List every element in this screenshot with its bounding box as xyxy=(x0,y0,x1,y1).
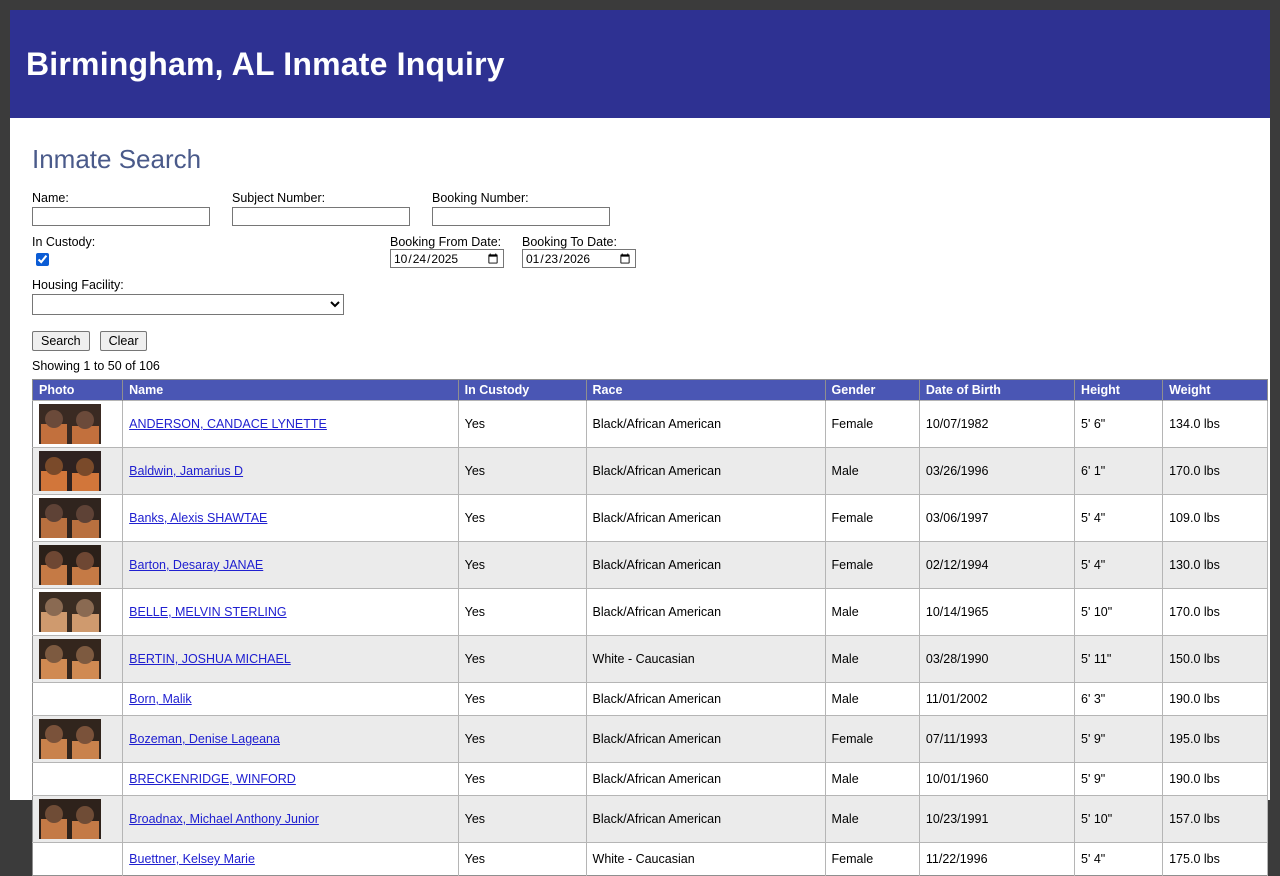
results-header-row xyxy=(33,380,1268,401)
search-row-2 xyxy=(32,235,1256,269)
date-of-birth-cell: 07/11/1993 xyxy=(919,716,1074,763)
inmate-name-cell xyxy=(123,716,458,763)
site-title: Birmingham, AL Inmate Inquiry xyxy=(26,45,505,82)
in-custody-cell: Yes xyxy=(458,843,586,876)
in-custody-cell: Yes xyxy=(458,448,586,495)
inmate-detail-link[interactable]: Baldwin, Jamarius D xyxy=(129,464,244,478)
height-cell: 5' 9" xyxy=(1075,716,1163,763)
race-cell: Black/African American xyxy=(586,542,825,589)
race-cell: Black/African American xyxy=(586,716,825,763)
results-count: Showing 1 to 50 of 106 xyxy=(32,359,160,373)
gender-cell: Female xyxy=(825,495,919,542)
weight-cell: 190.0 lbs xyxy=(1163,683,1268,716)
booking-number-label: Booking Number: xyxy=(432,191,529,205)
inmate-detail-link[interactable]: ANDERSON, CANDACE LYNETTE xyxy=(129,417,327,431)
search-row-1 xyxy=(32,191,1256,226)
height-cell: 5' 9" xyxy=(1075,763,1163,796)
inmate-name-cell xyxy=(123,542,458,589)
table-row xyxy=(33,495,1268,542)
inmate-photo-icon xyxy=(39,592,101,632)
in-custody-group xyxy=(32,235,390,269)
gender-cell: Female xyxy=(825,401,919,448)
weight-cell: 175.0 lbs xyxy=(1163,843,1268,876)
inmate-photo-cell xyxy=(33,636,123,683)
form-buttons xyxy=(32,331,1256,351)
inmate-photo-cell xyxy=(33,589,123,636)
date-of-birth-cell: 10/01/1960 xyxy=(919,763,1074,796)
table-row xyxy=(33,636,1268,683)
race-cell: Black/African American xyxy=(586,448,825,495)
name-input[interactable] xyxy=(32,207,210,226)
gender-cell: Male xyxy=(825,796,919,843)
inmate-photo-cell xyxy=(33,763,123,796)
inmate-detail-link[interactable]: Buettner, Kelsey Marie xyxy=(129,852,255,866)
column-header-photo[interactable]: Photo xyxy=(33,380,123,401)
results-table xyxy=(32,379,1268,876)
weight-cell: 130.0 lbs xyxy=(1163,542,1268,589)
date-of-birth-cell: 11/22/1996 xyxy=(919,843,1074,876)
gender-cell: Male xyxy=(825,636,919,683)
booking-from-label: Booking From Date: xyxy=(390,235,502,249)
booking-from-input[interactable] xyxy=(390,249,504,268)
column-header-race[interactable]: Race xyxy=(586,380,825,401)
date-of-birth-cell: 10/23/1991 xyxy=(919,796,1074,843)
clear-button[interactable]: Clear xyxy=(100,331,148,351)
weight-cell: 157.0 lbs xyxy=(1163,796,1268,843)
search-form xyxy=(32,191,1256,315)
height-cell: 5' 10" xyxy=(1075,589,1163,636)
booking-to-input[interactable] xyxy=(522,249,636,268)
table-row xyxy=(33,542,1268,589)
inmate-detail-link[interactable]: Bozeman, Denise Lageana xyxy=(129,732,280,746)
inmate-detail-link[interactable]: Barton, Desaray JANAE xyxy=(129,558,264,572)
date-of-birth-cell: 03/28/1990 xyxy=(919,636,1074,683)
race-cell: Black/African American xyxy=(586,763,825,796)
race-cell: Black/African American xyxy=(586,589,825,636)
table-row xyxy=(33,843,1268,876)
height-cell: 5' 4" xyxy=(1075,542,1163,589)
subject-number-label: Subject Number: xyxy=(232,191,326,205)
inmate-photo-cell xyxy=(33,796,123,843)
name-label: Name: xyxy=(32,191,69,205)
inmate-name-cell xyxy=(123,589,458,636)
gender-cell: Female xyxy=(825,843,919,876)
inmate-name-cell xyxy=(123,843,458,876)
date-of-birth-cell: 11/01/2002 xyxy=(919,683,1074,716)
table-row xyxy=(33,448,1268,495)
gender-cell: Female xyxy=(825,542,919,589)
gender-cell: Male xyxy=(825,448,919,495)
date-of-birth-cell: 10/07/1982 xyxy=(919,401,1074,448)
housing-facility-select[interactable] xyxy=(32,294,344,315)
date-of-birth-cell: 03/06/1997 xyxy=(919,495,1074,542)
in-custody-label: In Custody: xyxy=(32,235,96,249)
height-cell: 6' 1" xyxy=(1075,448,1163,495)
in-custody-cell: Yes xyxy=(458,495,586,542)
column-header-weight[interactable]: Weight xyxy=(1163,380,1268,401)
in-custody-cell: Yes xyxy=(458,683,586,716)
inmate-photo-cell xyxy=(33,495,123,542)
subject-number-input[interactable] xyxy=(232,207,410,226)
results-table-head xyxy=(33,380,1268,401)
site-banner xyxy=(10,10,1270,118)
race-cell: Black/African American xyxy=(586,495,825,542)
inmate-photo-icon xyxy=(39,545,101,585)
inmate-photo-cell xyxy=(33,542,123,589)
gender-cell: Male xyxy=(825,589,919,636)
search-button[interactable]: Search xyxy=(32,331,90,351)
weight-cell: 170.0 lbs xyxy=(1163,589,1268,636)
inmate-photo-cell xyxy=(33,683,123,716)
booking-to-group xyxy=(522,235,636,268)
booking-number-field-group xyxy=(432,191,610,226)
in-custody-cell: Yes xyxy=(458,636,586,683)
weight-cell: 150.0 lbs xyxy=(1163,636,1268,683)
date-of-birth-cell: 02/12/1994 xyxy=(919,542,1074,589)
inmate-name-cell xyxy=(123,636,458,683)
subject-number-field-group xyxy=(232,191,410,226)
in-custody-checkbox[interactable] xyxy=(36,253,49,266)
page-content xyxy=(10,118,1270,866)
race-cell: White - Caucasian xyxy=(586,636,825,683)
inmate-detail-link[interactable]: Broadnax, Michael Anthony Junior xyxy=(129,812,319,826)
weight-cell: 134.0 lbs xyxy=(1163,401,1268,448)
weight-cell: 195.0 lbs xyxy=(1163,716,1268,763)
booking-number-input[interactable] xyxy=(432,207,610,226)
column-header-in-custody[interactable]: In Custody xyxy=(458,380,586,401)
inmate-name-cell xyxy=(123,495,458,542)
inmate-detail-link[interactable]: Born, Malik xyxy=(129,692,192,706)
inmate-name-cell xyxy=(123,401,458,448)
height-cell: 5' 4" xyxy=(1075,495,1163,542)
inmate-photo-icon xyxy=(39,719,101,759)
height-cell: 5' 6" xyxy=(1075,401,1163,448)
column-header-name[interactable]: Name xyxy=(123,380,458,401)
table-row xyxy=(33,796,1268,843)
booking-to-label: Booking To Date: xyxy=(522,235,617,249)
race-cell: Black/African American xyxy=(586,796,825,843)
in-custody-cell: Yes xyxy=(458,796,586,843)
gender-cell: Male xyxy=(825,683,919,716)
inmate-photo-icon xyxy=(39,498,101,538)
inmate-detail-link[interactable]: BRECKENRIDGE, WINFORD xyxy=(129,772,296,786)
column-header-height[interactable]: Height xyxy=(1075,380,1163,401)
weight-cell: 109.0 lbs xyxy=(1163,495,1268,542)
date-of-birth-cell: 03/26/1996 xyxy=(919,448,1074,495)
height-cell: 5' 11" xyxy=(1075,636,1163,683)
weight-cell: 170.0 lbs xyxy=(1163,448,1268,495)
date-of-birth-cell: 10/14/1965 xyxy=(919,589,1074,636)
table-row xyxy=(33,401,1268,448)
table-row xyxy=(33,763,1268,796)
name-field-group xyxy=(32,191,210,226)
results-table-wrapper xyxy=(24,379,1256,866)
housing-facility-label: Housing Facility: xyxy=(32,278,124,292)
gender-cell: Male xyxy=(825,763,919,796)
housing-facility-group xyxy=(32,278,1256,315)
inmate-photo-cell xyxy=(33,448,123,495)
inmate-detail-link[interactable]: BELLE, MELVIN STERLING xyxy=(129,605,287,619)
height-cell: 6' 3" xyxy=(1075,683,1163,716)
table-row xyxy=(33,589,1268,636)
results-table-body xyxy=(33,401,1268,876)
table-row xyxy=(33,683,1268,716)
inmate-photo-icon xyxy=(39,799,101,839)
inmate-photo-cell xyxy=(33,843,123,876)
gender-cell: Female xyxy=(825,716,919,763)
race-cell: White - Caucasian xyxy=(586,843,825,876)
table-row xyxy=(33,716,1268,763)
height-cell: 5' 10" xyxy=(1075,796,1163,843)
inmate-photo-icon xyxy=(39,639,101,679)
inmate-detail-link[interactable]: BERTIN, JOSHUA MICHAEL xyxy=(129,652,291,666)
booking-from-group xyxy=(390,235,504,268)
inmate-name-cell xyxy=(123,683,458,716)
in-custody-cell: Yes xyxy=(458,401,586,448)
page-title: Inmate Search xyxy=(32,144,202,174)
inmate-photo-cell xyxy=(33,401,123,448)
column-header-gender[interactable]: Gender xyxy=(825,380,919,401)
in-custody-cell: Yes xyxy=(458,763,586,796)
inmate-detail-link[interactable]: Banks, Alexis SHAWTAE xyxy=(129,511,268,525)
inmate-name-cell xyxy=(123,796,458,843)
inmate-photo-icon xyxy=(39,451,101,491)
in-custody-cell: Yes xyxy=(458,542,586,589)
inmate-photo-icon xyxy=(39,404,101,444)
column-header-date-of-birth[interactable]: Date of Birth xyxy=(919,380,1074,401)
in-custody-cell: Yes xyxy=(458,716,586,763)
weight-cell: 190.0 lbs xyxy=(1163,763,1268,796)
inmate-name-cell xyxy=(123,763,458,796)
race-cell: Black/African American xyxy=(586,401,825,448)
height-cell: 5' 4" xyxy=(1075,843,1163,876)
inmate-name-cell xyxy=(123,448,458,495)
inmate-photo-cell xyxy=(33,716,123,763)
in-custody-cell: Yes xyxy=(458,589,586,636)
race-cell: Black/African American xyxy=(586,683,825,716)
